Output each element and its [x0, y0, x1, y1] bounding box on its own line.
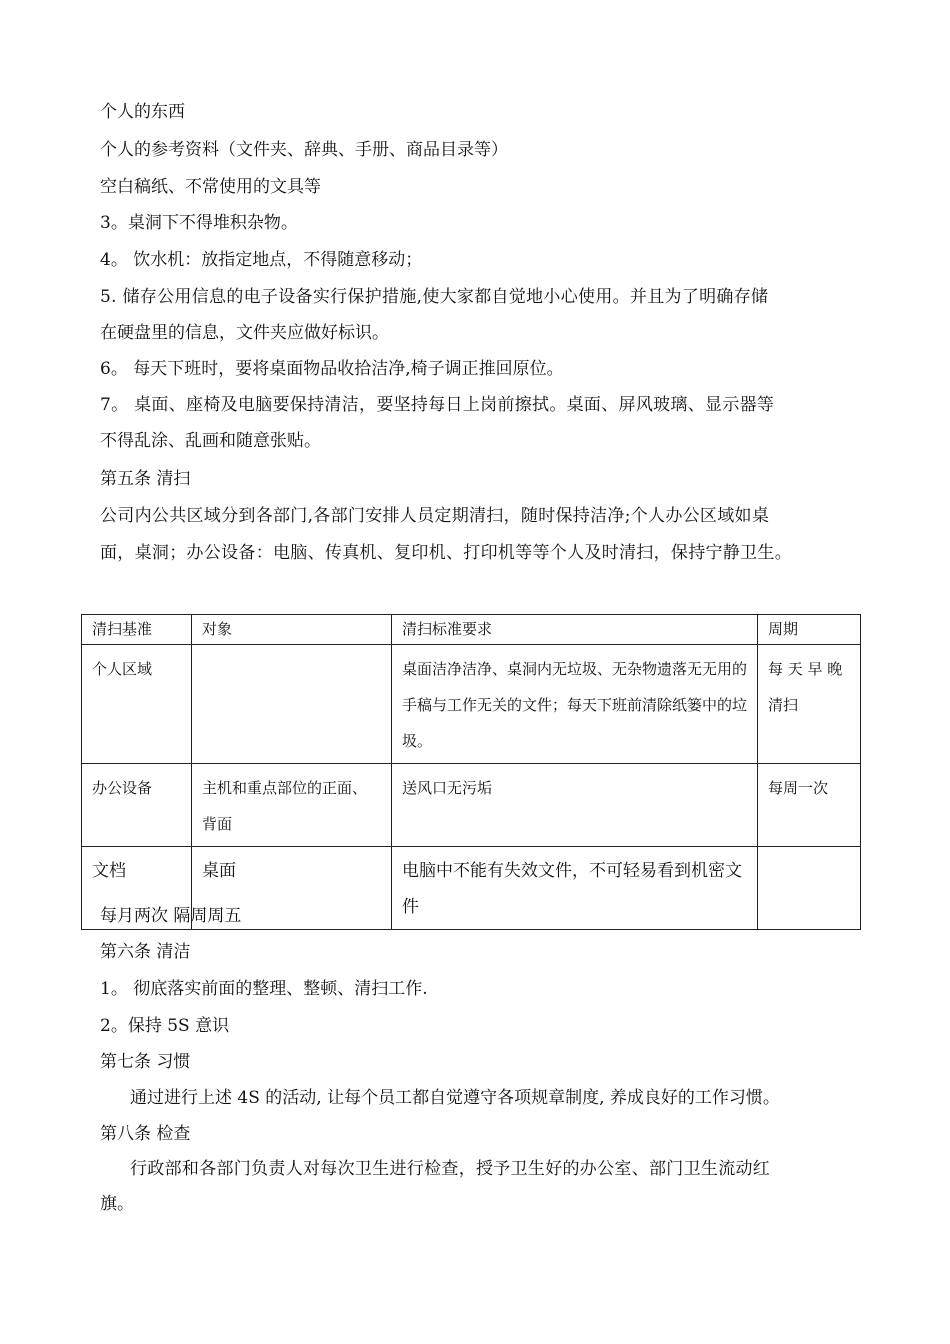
text-item-5-line2: 在硬盘里的信息，文件夹应做好标识。	[100, 323, 389, 343]
text-reference-materials: 个人的参考资料（文件夹、辞典、手册、商品目录等）	[100, 140, 508, 160]
table-row	[82, 645, 861, 764]
heading-article-8: 第八条 检查	[100, 1124, 191, 1144]
table-cell: 电脑中不能有失效文件，不可轻易看到机密文件	[392, 847, 758, 930]
text-item-7-line1: 7。 桌面、座椅及电脑要保持清洁，要坚持每日上岗前擦拭。桌面、屏风玻璃、显示器等	[100, 395, 775, 415]
text-blank-paper: 空白稿纸、不常使用的文具等	[100, 177, 321, 197]
text-item-4: 4。 饮水机：放指定地点，不得随意移动；	[100, 250, 423, 270]
text-frequency-note: 每月两次 隔周周五	[100, 906, 242, 926]
cleaning-standards-table	[81, 614, 861, 930]
text-article-5-line2: 面，桌洞；办公设备：电脑、传真机、复印机、打印机等等个人及时清扫，保持宁静卫生。	[100, 543, 792, 563]
table-cell	[192, 645, 392, 764]
text-article-6-item-1: 1。 彻底落实前面的整理、整顿、清扫工作.	[100, 979, 428, 999]
text-item-5-line1: 5. 储存公用信息的电子设备实行保护措施,使大家都自觉地小心使用。并且为了明确存储	[100, 287, 769, 307]
table-cell	[758, 847, 861, 930]
text-personal-items: 个人的东西	[100, 102, 185, 122]
table-header-row	[82, 615, 861, 645]
table-row	[82, 764, 861, 847]
table-header-cell: 清扫基准	[82, 615, 192, 645]
text-article-5-line1: 公司内公共区域分到各部门,各部门安排人员定期清扫，随时保持洁净;个人办公区域如桌	[100, 506, 770, 526]
text-article-8-line1: 行政部和各部门负责人对每次卫生进行检查，授予卫生好的办公室、部门卫生流动红	[130, 1159, 771, 1179]
heading-article-6: 第六条 清洁	[100, 942, 191, 962]
table-cell: 桌面洁净洁净、桌洞内无垃圾、无杂物遗落无无用的手稿与工作无关的文件；每天下班前清除纸篓中的垃圾。	[392, 645, 758, 764]
text-item-6: 6。 每天下班时，要将桌面物品收拾洁净,椅子调正推回原位。	[100, 359, 564, 379]
table-cell: 每周一次	[758, 764, 861, 847]
table-cell: 主机和重点部位的正面、背面	[192, 764, 392, 847]
table-header-cell: 对象	[192, 615, 392, 645]
text-item-7-line2: 不得乱涂、乱画和随意张贴。	[100, 431, 321, 451]
table-cell: 文档	[82, 847, 192, 930]
text-article-7-body: 通过进行上述 4S 的活动, 让每个员工都自觉遵守各项规章制度, 养成良好的工作习惯。	[130, 1088, 780, 1108]
heading-article-7: 第七条 习惯	[100, 1052, 191, 1072]
table-header-cell: 清扫标准要求	[392, 615, 758, 645]
table-cell: 办公设备	[82, 764, 192, 847]
table-cell: 每 天 早 晚 清扫	[758, 645, 861, 764]
table-cell: 送风口无污垢	[392, 764, 758, 847]
table-cell: 个人区域	[82, 645, 192, 764]
table-header-cell: 周期	[758, 615, 861, 645]
text-article-6-item-2: 2。保持 5S 意识	[100, 1016, 230, 1036]
text-item-3: 3。桌洞下不得堆积杂物。	[100, 213, 298, 233]
table-cell: 桌面	[192, 847, 392, 930]
text-article-8-line2: 旗。	[100, 1194, 134, 1214]
heading-article-5: 第五条 清扫	[100, 469, 191, 489]
